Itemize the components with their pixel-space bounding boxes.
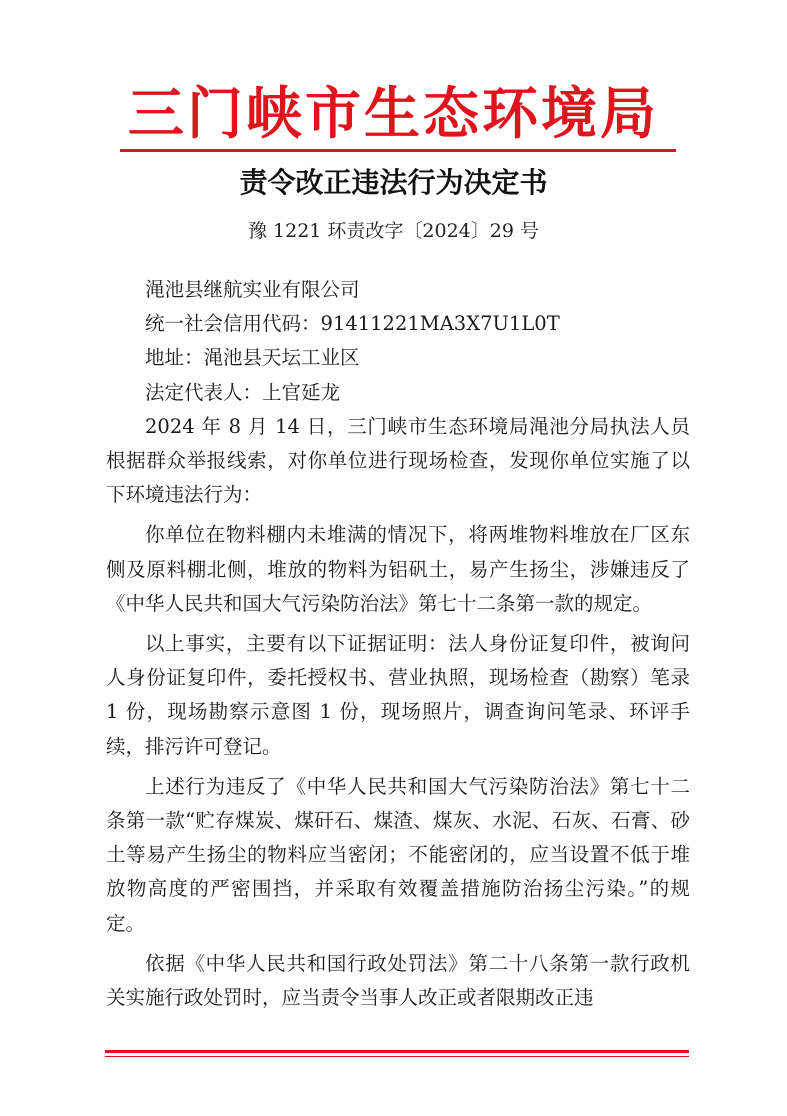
document-title: 责令改正违法行为决定书 [239,166,548,199]
document-number: 豫 1221 环责改字〔2024〕29 号 [247,220,539,242]
agency-name: 三门峡市生态环境局 [128,82,659,147]
paragraph-evidence: 以上事实，主要有以下证据证明：法人身份证复印件，被询问人身份证复印件，委托授权书、营业执照，现场检查（勘察）笔录 1 份，现场勘察示意图 1 份，现场照片，调查询问笔录、环评手续，排污许可登记。 [106,632,690,758]
credit-code: 统一社会信用代码：91411221MA3X7U1L0T [145,312,560,336]
document-body [106,273,690,1015]
paragraph-violation: 你单位在物料棚内未堆满的情况下，将两堆物料堆放在厂区东侧及原料棚北侧，堆放的物料为铝矾土，易产生扬尘，涉嫌违反了《中华人民共和国大气污染防治法》第七十二条第一款的规定。 [106,523,690,615]
paragraph-legal-basis: 上述行为违反了《中华人民共和国大气污染防治法》第七十二条第一款“贮存煤炭、煤矸石、煤渣、煤灰、水泥、石灰、石膏、砂土等易产生扬尘的物料应当密闭；不能密闭的，应当设置不低于堆放物高度的严密围挡，并采取有效覆盖措施防治扬尘污染。”的规定。 [106,774,690,935]
paragraph-penalty-law: 依据《中华人民共和国行政处罚法》第二十八条第一款行政机关实施行政处罚时，应当责令当事人改正或者限期改正违 [106,951,690,1010]
paragraph-inspection: 2024 年 8 月 14 日，三门峡市生态环境局渑池分局执法人员根据群众举报线索，对你单位进行现场检查，发现你单位实施了以下环境违法行为： [106,414,690,507]
header-red-rule [120,149,676,152]
footer-red-rule-thick [105,1050,689,1053]
company-name: 渑池县继航实业有限公司 [145,278,360,301]
legal-representative: 法定代表人：上官延龙 [145,380,341,404]
company-address: 地址：渑池县天坛工业区 [145,346,360,370]
footer-red-rule-thin [105,1056,689,1057]
